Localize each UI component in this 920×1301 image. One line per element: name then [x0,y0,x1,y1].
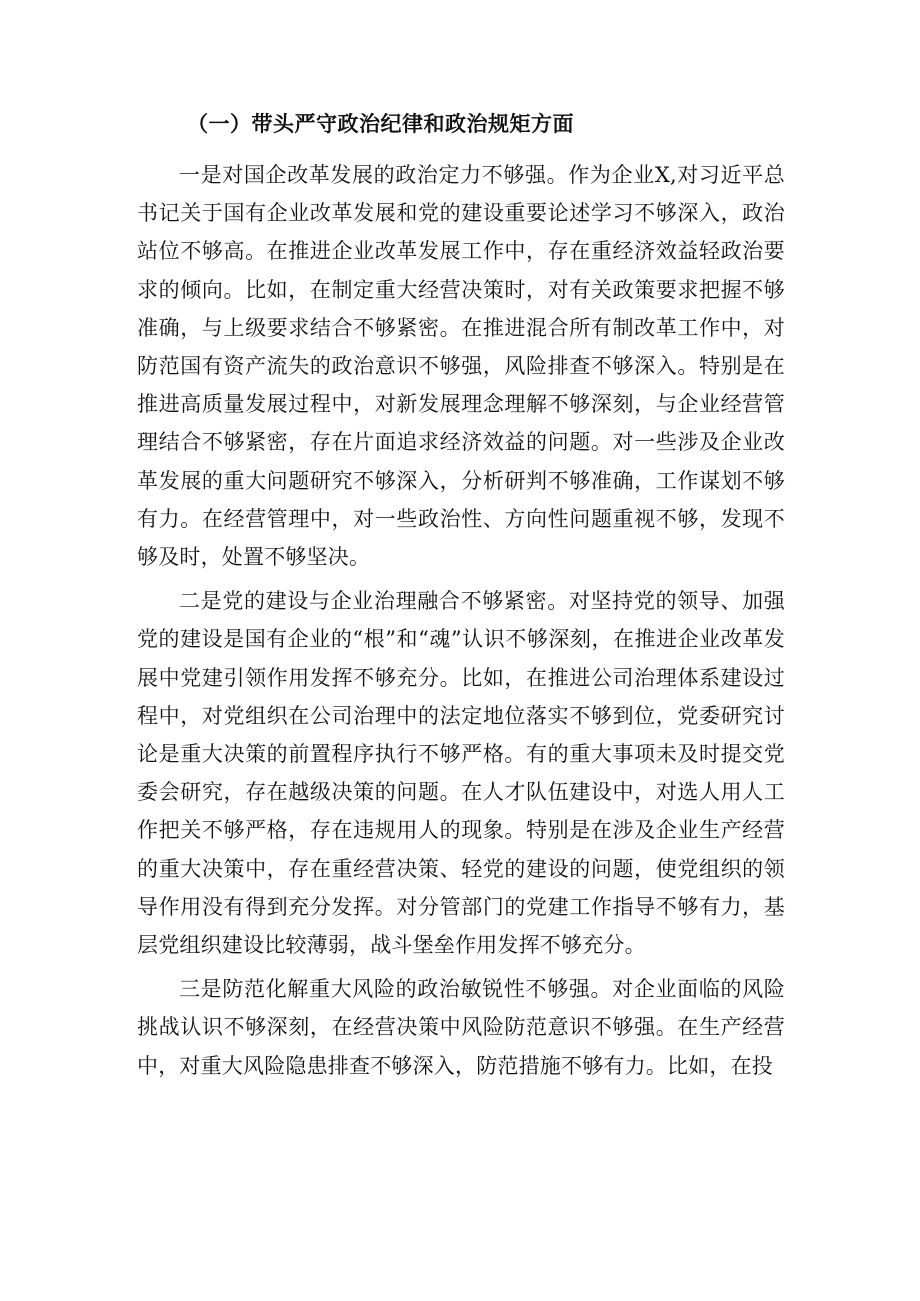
paragraph-party-governance: 二是党的建设与企业治理融合不够紧密。对坚持党的领导、加强党的建设是国有企业的“根”和“魂”认识不够深刻，在推进企业改革发展中党建引领作用发挥不够充分。比如，在推进公司治理体系建设过程中，对党组织在公司治理中的法定地位落实不够到位，党委研究讨论是重大决策的前置程序执行不够严格。有的重大事项未及时提交党委会研究，存在越级决策的问题。在人才队伍建设中，对选人用人工作把关不够严格，存在违规用人的现象。特别是在涉及企业生产经营的重大决策中，存在重经营决策、轻党的建设的问题，使党组织的领导作用没有得到充分发挥。对分管部门的党建工作指导不够有力，基层党组织建设比较薄弱，战斗堡垒作用发挥不够充分。 [137,589,785,958]
paragraph-political-resolve: 一是对国企改革发展的政治定力不够强。作为企业X,对习近平总书记关于国有企业改革发展和党的建设重要论述学习不够深入，政治站位不够高。在推进企业改革发展工作中，存在重经济效益轻政治要求的倾向。比如，在制定重大经营决策时，对有关政策要求把握不够准确，与上级要求结合不够紧密。在推进混合所有制改革工作中，对防范国有资产流失的政治意识不够强，风险排查不够深入。特别是在推进高质量发展过程中，对新发展理念理解不够深刻，与企业经营管理结合不够紧密，存在片面追求经济效益的问题。对一些涉及企业改革发展的重大问题研究不够深入，分析研判不够准确，工作谋划不够有力。在经营管理中，对一些政治性、方向性问题重视不够，发现不够及时，处置不够坚决。 [137,163,785,570]
paragraph-risk-prevention: 三是防范化解重大风险的政治敏锐性不够强。对企业面临的风险挑战认识不够深刻，在经营决策中风险防范意识不够强。在生产经营中，对重大风险隐患排查不够深入，防范措施不够有力。比如，在投 [137,977,785,1078]
section-heading: （一）带头严守政治纪律和政治规矩方面 [187,111,574,136]
document-body [137,104,785,1085]
